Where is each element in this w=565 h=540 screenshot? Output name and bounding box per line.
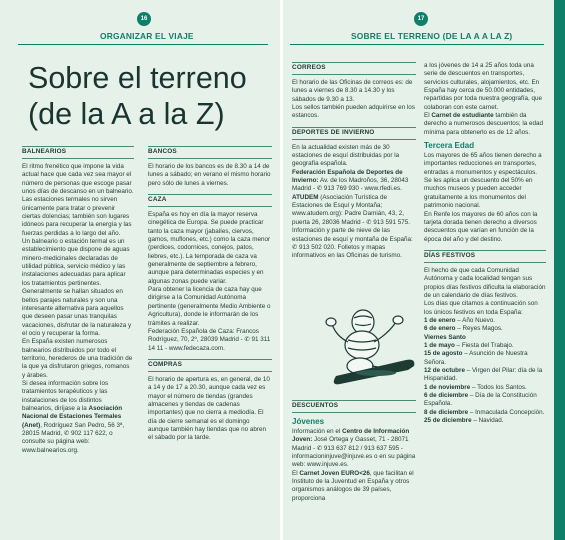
holiday-item xyxy=(424,392,546,409)
left-running-head: ORGANIZAR EL VIAJE xyxy=(100,31,194,41)
skier-illustration xyxy=(318,290,428,400)
holiday-name: – Virgen del Pilar: día de la Hispanidad. xyxy=(424,367,543,383)
holiday-item xyxy=(424,334,546,342)
deportes-atudem xyxy=(292,194,416,261)
section-heading-compras: COMPRAS xyxy=(148,359,272,372)
page-edge-tab xyxy=(554,0,565,540)
deportes-federacion xyxy=(292,169,416,194)
col4-text xyxy=(424,62,546,137)
holiday-item xyxy=(424,417,546,425)
descuentos-info xyxy=(292,428,416,470)
section-heading-bancos: BANCOS xyxy=(148,146,272,159)
holiday-item xyxy=(424,325,546,333)
holiday-list xyxy=(424,317,546,425)
section-heading-correos: CORREOS xyxy=(292,62,416,75)
holiday-date: 1 de enero xyxy=(424,316,456,324)
bancos-text: El horario de los bancos es de 8.30 a 14 de lunes a sábado; en verano el mismo horario pero sólo de lunes a viernes. xyxy=(148,163,271,187)
festivos-paragraph-1: El hecho de que cada Comunidad Autónoma y cada localidad tengan sus propios días festivos dificulta la elaboración de un calendario de días festivos. xyxy=(424,266,546,299)
estudiante-name: Carnet de estudiante xyxy=(431,112,494,120)
balnearios-paragraph-4 xyxy=(22,380,134,455)
festivos-paragraph-2: Los días que citamos a continuación son los únicos festivos en toda España: xyxy=(424,300,538,316)
balnearios-paragraph-2: Un balneario o estación termal es un establecimiento que dispone de aguas minero-medicinales declaradas de utilidad pública, servicio médico y las instalaciones adecuadas para aplicar los tratamientos pertinentes. Generalmente se hallan situados en bellos parajes naturales y son una interesante alternativa para aquellos que deseen pasar unas tranquilas vacaciones, disfrutar de la naturaleza y el ocio y recuperar la forma. xyxy=(22,238,132,337)
balnearios-text xyxy=(22,163,134,455)
descuentos-carnet xyxy=(292,470,416,503)
centro-contact: José Ortega y Gasset, 71 - 28071 Madrid - ✆ 913 637 812 / 913 637 595 - informacioninjuve@injuve.es o en su página web: www.injuve.es. xyxy=(292,436,416,469)
column-4 xyxy=(424,62,546,425)
caza-paragraph-3: Federación Española de Caza: Francos Rodríguez, 70, 2º, 28039 Madrid - ✆ 91 311 14 11 - www.fedecaza.com. xyxy=(148,327,271,352)
column-bancos-caza-compras xyxy=(148,146,272,443)
carnet-intro: El xyxy=(292,469,300,477)
caza-paragraph-1: España es hoy en día la mayor reserva cinegética de Europa. Se puede practicar tanto la caza mayor (jabalíes, ciervos, gamos, muflones, etc.) como la caza menor (perdices, codornices, conejos, patos, liebres, etc.). La temporada de caza va generalmente de septiembre a febrero, aunque para determinadas especies y en algunas zonas puede variar. xyxy=(148,211,271,285)
left-header-rule xyxy=(18,44,268,45)
atudem-contact: (Asociación Turística de Estaciones de Esquí y Montaña; www.atudem.org): Padre Damián, 43, 2, puerta 26, 28036 Madrid - ✆ 913 591 575. Información y parte de nieve de las estaciones de esquí y montaña de España: ✆ 913 502 020. Folletos y mapas informativos en las Oficinas de turismo. xyxy=(292,193,413,260)
holiday-date: Viernes Santo xyxy=(424,333,466,341)
holiday-item xyxy=(424,384,546,392)
estudiante-text: también da derecho a numerosos descuentos; la edad mínima para obtenerlo es de 12 años. xyxy=(424,112,544,136)
federacion-name: Federación Española de Deportes de Invierno: xyxy=(292,168,403,185)
holiday-name: – Día de la Constitución Española. xyxy=(424,392,537,408)
section-heading-deportes: DEPORTES DE INVIERNO xyxy=(292,127,416,140)
holiday-item xyxy=(424,409,546,417)
column-correos-deportes xyxy=(292,62,416,261)
descuentos-text xyxy=(292,428,416,503)
carnet-text: , que facilitan el Instituto de la Juventud en España y otros organismos análogos de 39 países, proporciona xyxy=(292,469,414,502)
holiday-name: – Navidad. xyxy=(471,417,504,425)
tercera-edad-text xyxy=(424,152,546,244)
tercera-edad-paragraph-2: En Renfe los mayores de 60 años con la tarjeta dorada tienen derecho a diversos descuentos que varían en función de la época del año y del destino. xyxy=(424,210,538,243)
info-intro: Información en el xyxy=(292,428,343,435)
holiday-item xyxy=(424,342,546,350)
column-descuentos xyxy=(292,400,416,503)
holiday-date: 6 de enero xyxy=(424,325,456,333)
right-page-number: 17 xyxy=(414,12,428,26)
deportes-paragraph-1: En la actualidad existen más de 30 estaciones de esquí distribuidas por la geografía española. xyxy=(292,143,400,168)
tercera-edad-paragraph-1: Los mayores de 65 años tienen derecho a importantes reducciones en transportes, entradas a monumentos y espectáculos. Se les aplica un descuento del 50% en muchos museos y pueden acceder gratuitamente a los monumentos del patrimonio nacional. xyxy=(424,152,542,210)
section-heading-caza: CAZA xyxy=(148,194,272,207)
holiday-date: 8 de diciembre xyxy=(424,408,469,416)
anet-name: Asociación Nacional de Estaciones Termales (Anet) xyxy=(22,404,123,429)
estudiante-intro: El xyxy=(424,112,432,120)
carnet-name: Carnet Joven EURO<26 xyxy=(299,469,370,477)
carnet-joven-continued: a los jóvenes de 14 a 25 años toda una serie de descuentos en transportes, servicios culturales, alojamientos, etc. En España hay cerca de 50.000 entidades, repartidas por toda nuestra geografía, que colaboran con este carnet. xyxy=(424,62,542,111)
balnearios-p4-intro: Si desea información sobre los tratamientos terapéuticos y las instalaciones de los distintos balnearios, diríjase a la xyxy=(22,379,109,412)
column-balnearios xyxy=(22,146,134,455)
holiday-date: 6 de diciembre xyxy=(424,392,469,400)
section-heading-descuentos: DESCUENTOS xyxy=(292,400,416,413)
dias-festivos-text xyxy=(424,267,546,426)
title-line-2: (de la A a la Z) xyxy=(28,97,225,131)
caza-text xyxy=(148,211,272,353)
holiday-name: – Año Nuevo. xyxy=(455,316,496,324)
correos-paragraph-2: Los sellos también pueden adquirirse en los estancos. xyxy=(292,104,415,120)
correos-paragraph-1: El horario de las Oficinas de correos es: de lunes a viernes de 8.30 a 14.30 y los sábados de 9.30 a 13. xyxy=(292,79,413,103)
right-running-head: SOBRE EL TERRENO (DE LA A A LA Z) xyxy=(351,31,513,41)
correos-text xyxy=(292,79,416,121)
section-heading-dias-festivos: DÍAS FESTIVOS xyxy=(424,250,546,263)
page-title xyxy=(28,60,247,132)
balnearios-paragraph-1: El ritmo frenético que impone la vida actual hace que cada vez sea mayor el número de personas que escoge pasar unos días de descanso en un balneario. Las estaciones termales no sirven únicamente para tratar o prevenir ciertas dolencias; también son lugares idóneos para recuperar la energía y las fuerzas perdidas a lo largo del año. xyxy=(22,163,134,237)
subheading-jovenes: Jóvenes xyxy=(292,417,325,426)
holiday-name: – Fiesta del Trabajo. xyxy=(454,341,514,349)
holiday-item xyxy=(424,367,546,384)
compras-text: El horario de apertura es, en general, de 10 a 14 y de 17 a 20.30, aunque cada vez es mayor el número de tiendas (grandes almacenes y tiendas de cadenas importantes) que no cierra a mediodía. El día de cierre semanal es el domingo aunque también hay tiendas que no abren el sábado por la tarde. xyxy=(148,375,270,442)
federacion-contact: Av. de los Madroños, 36, 28043 Madrid - ✆ 913 769 930 - www.rfedi.es. xyxy=(292,177,409,193)
holiday-date: 1 de mayo xyxy=(424,341,455,349)
title-line-1: Sobre el terreno xyxy=(28,61,247,95)
caza-paragraph-2: Para obtener la licencia de caza hay que dirigirse a la Comunidad Autónoma pertinente (generalmente Medio Ambiente o Agricultura), donde le informarán de los trámites a realizar. xyxy=(148,286,271,327)
centro-name: Centro de Información Joven: xyxy=(292,428,410,444)
holiday-name: – Inmaculada Concepción. xyxy=(468,408,545,416)
holiday-date: 12 de octubre xyxy=(424,367,465,374)
carnet-estudiante xyxy=(424,112,546,137)
holiday-date: 1 de noviembre xyxy=(424,383,471,391)
holiday-name: – Reyes Magos. xyxy=(455,325,503,333)
holiday-name: – Todos los Santos. xyxy=(470,383,527,391)
right-header-rule xyxy=(290,44,544,45)
holiday-name: – Asunción de Nuestra Señora. xyxy=(424,350,528,366)
deportes-text xyxy=(292,144,416,261)
holiday-date: 25 de diciembre xyxy=(424,417,472,425)
anet-contact: , Rodríguez San Pedro, 56 3ª, 28015 Madrid, ✆ 902 117 622, o consulte su página web: www.balnearios.org. xyxy=(22,421,125,454)
holiday-item xyxy=(424,350,546,367)
left-page-number: 16 xyxy=(137,12,151,26)
holiday-date: 15 de agosto xyxy=(424,350,463,358)
balnearios-paragraph-3: En España existen numerosos balnearios distribuidos por todo el territorio, herederos de una tradición de la que ya disfrutaron griegos, romanos y árabes. xyxy=(22,338,133,379)
subheading-tercera-edad: Tercera Edad xyxy=(424,141,475,151)
holiday-item xyxy=(424,317,546,325)
section-heading-balnearios: BALNEARIOS xyxy=(22,146,134,159)
atudem-name: ATUDEM xyxy=(292,193,319,201)
